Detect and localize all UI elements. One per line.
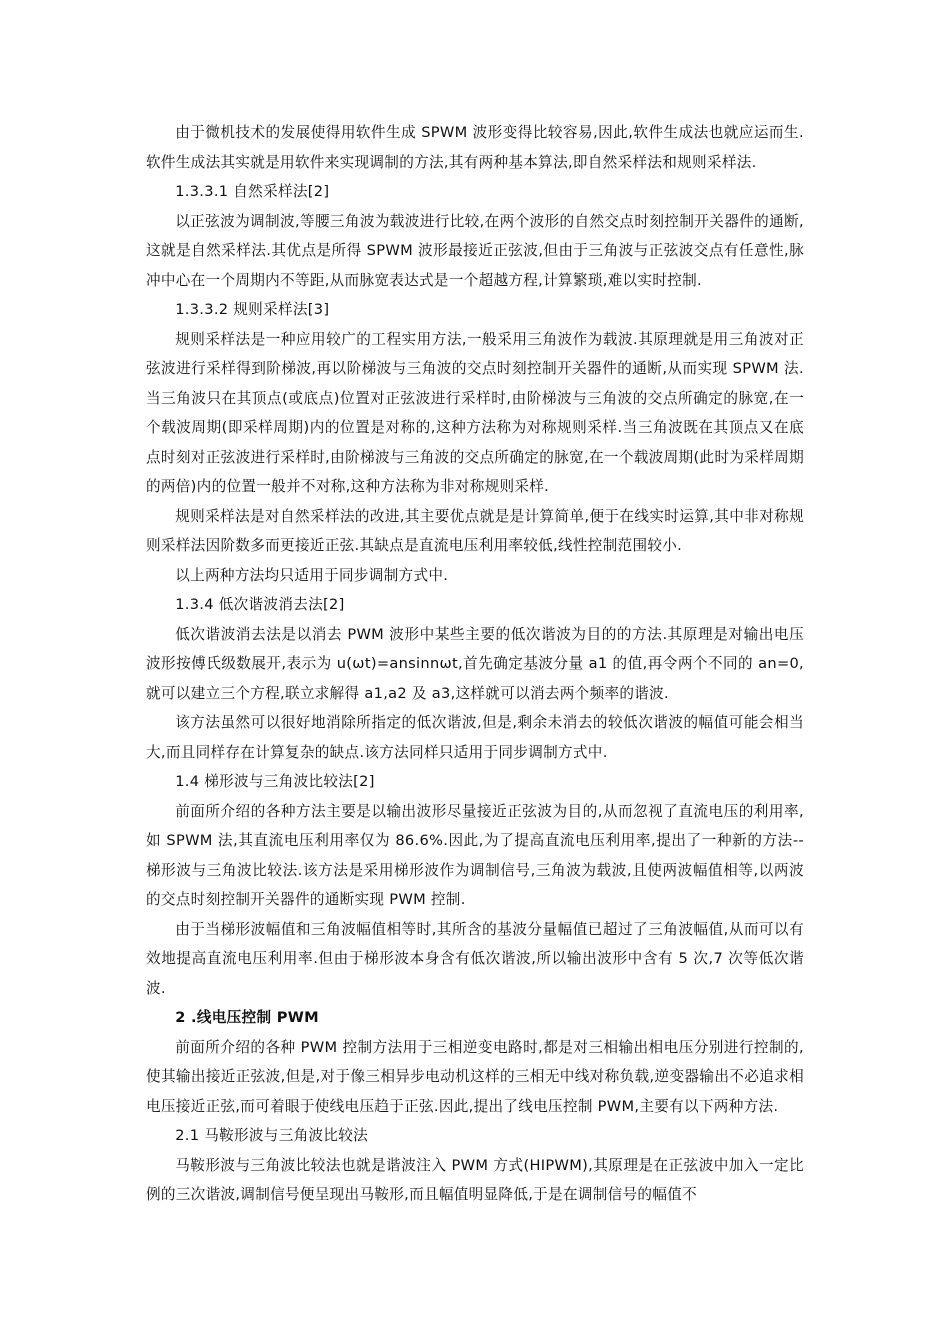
- paragraph: 前面所介绍的各种 PWM 控制方法用于三相逆变电路时,都是对三相输出相电压分别进行控制的,使其输出接近正弦波,但是,对于像三相异步电动机这样的三相无中线对称负载,逆变器输出不必追求相电压接近正弦,而可着眼于使线电压趋于正弦.因此,提出了线电压控制 PWM,主要有以下两种方法.: [146, 1038, 804, 1115]
- section-heading: 1.3.3.2 规则采样法[3]: [175, 301, 330, 318]
- chapter-heading: 2 .线电压控制 PWM: [175, 1009, 319, 1026]
- paragraph: 规则采样法是对自然采样法的改进,其主要优点就是是计算简单,便于在线实时运算,其中非对称规则采样法因阶数多而更接近正弦.其缺点是直流电压利用率较低,线性控制范围较小.: [146, 507, 804, 554]
- paragraph: 前面所介绍的各种方法主要是以输出波形尽量接近正弦波为目的,从而忽视了直流电压的利用率,如 SPWM 法,其直流电压利用率仅为 86.6%.因此,为了提高直流电压利用率,提出了一种新的方法--梯形波与三角波比较法.该方法是采用梯形波作为调制信号,三角波为载波,且使两波幅值相等,以两波的交点时刻控制开关器件的通断实现 PWM 控制.: [146, 802, 804, 908]
- paragraph: 由于当梯形波幅值和三角波幅值相等时,其所含的基波分量幅值已超过了三角波幅值,从而可以有效地提高直流电压利用率.但由于梯形波本身含有低次谐波,所以输出波形中含有 5 次,7 次等低次谐波.: [146, 920, 804, 997]
- document-page: [146, 118, 804, 1210]
- section-heading: 2.1 马鞍形波与三角波比较法: [175, 1127, 369, 1144]
- paragraph: 以正弦波为调制波,等腰三角波为载波进行比较,在两个波形的自然交点时刻控制开关器件的通断,这就是自然采样法.其优点是所得 SPWM 波形最接近正弦波,但由于三角波与正弦波交点有任意性,脉冲中心在一个周期内不等距,从而脉宽表达式是一个超越方程,计算繁琐,难以实时控制.: [146, 212, 804, 289]
- paragraph: 由于微机技术的发展使得用软件生成 SPWM 波形变得比较容易,因此,软件生成法也就应运而生.软件生成法其实就是用软件来实现调制的方法,其有两种基本算法,即自然采样法和规则采样法.: [146, 124, 804, 171]
- paragraph: 以上两种方法均只适用于同步调制方式中.: [175, 566, 449, 584]
- section-heading: 1.4 梯形波与三角波比较法[2]: [175, 773, 375, 790]
- paragraph: 低次谐波消去法是以消去 PWM 波形中某些主要的低次谐波为目的的方法.其原理是对输出电压波形按傅氏级数展开,表示为 u(ωt)=ansinnωt,首先确定基波分量 a1 的值,再令两个不同的 an=0,就可以建立三个方程,联立求解得 a1,a2 及 a3,这样就可以消去两个频率的谐波.: [146, 625, 804, 702]
- paragraph: 马鞍形波与三角波比较法也就是谐波注入 PWM 方式(HIPWM),其原理是在正弦波中加入一定比例的三次谐波,调制信号便呈现出马鞍形,而且幅值明显降低,于是在调制信号的幅值不: [146, 1156, 804, 1203]
- section-heading: 1.3.4 低次谐波消去法[2]: [175, 596, 345, 613]
- paragraph: 规则采样法是一种应用较广的工程实用方法,一般采用三角波作为载波.其原理就是用三角波对正弦波进行采样得到阶梯波,再以阶梯波与三角波的交点时刻控制开关器件的通断,从而实现 SPWM 法.当三角波只在其顶点(或底点)位置对正弦波进行采样时,由阶梯波与三角波的交点所确定的脉宽,在一个载波周期(即采样周期)内的位置是对称的,这种方法称为对称规则采样.当三角波既在其顶点又在底点时刻对正弦波进行采样时,由阶梯波与三角波的交点所确定的脉宽,在一个载波周期(此时为采样周期的两倍)内的位置一般并不对称,这种方法称为非对称规则采样.: [146, 330, 804, 495]
- paragraph: 该方法虽然可以很好地消除所指定的低次谐波,但是,剩余未消去的较低次谐波的幅值可能会相当大,而且同样存在计算复杂的缺点.该方法同样只适用于同步调制方式中.: [146, 714, 804, 761]
- section-heading: 1.3.3.1 自然采样法[2]: [175, 183, 330, 200]
